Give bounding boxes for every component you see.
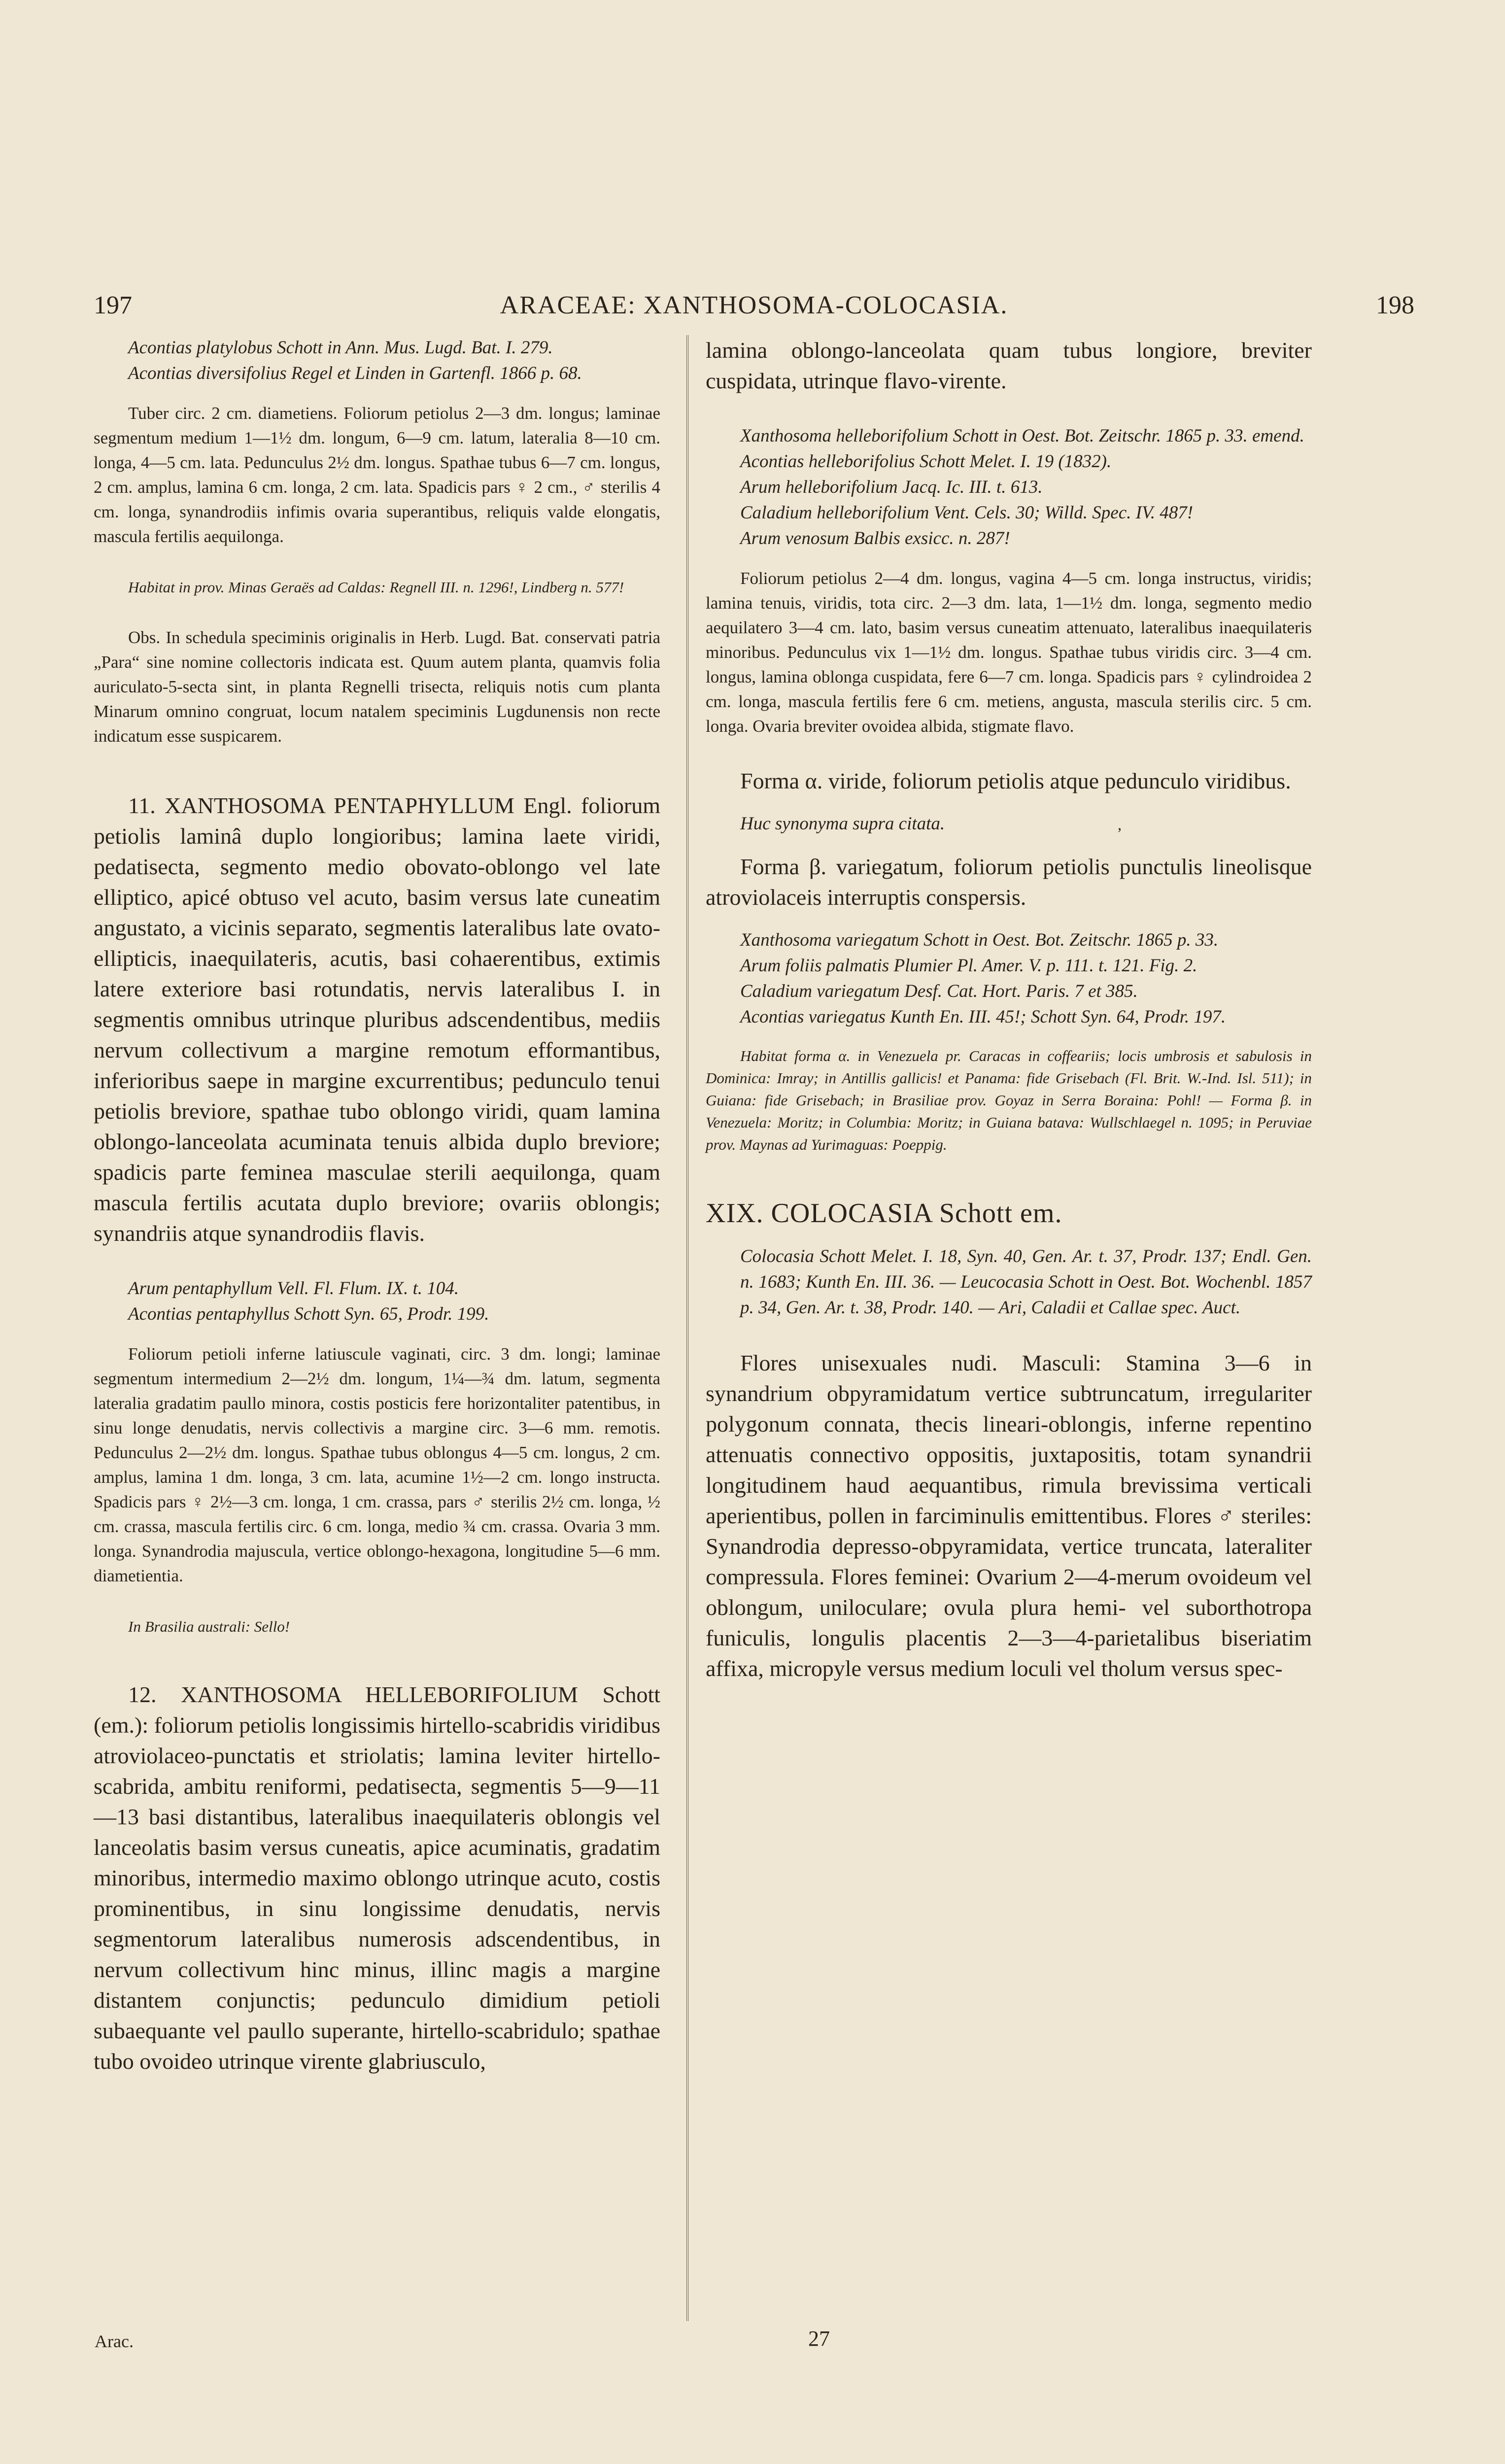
signature-number: 27 [808,2327,830,2351]
synonym: Arum foliis palmatis Plumier Pl. Amer. V. p. 111. t. 121. Fig. 2. [740,956,1197,976]
forma-alpha: Forma α. viride, foliorum petiolis atque pedunculo viridibus. [740,768,1291,793]
genus-synonymy: Colocasia Schott Melet. I. 18, Syn. 40, Gen. Ar. t. 37, Prodr. 137; Endl. Gen. n. 1683; Kunth En. III. 36. — Leucocasia Schott in Oest. Bot. Wochenbl. 1857 p. 34, Gen. Ar. t. 38, Prodr. 140. — Ari, Caladii et Callae spec. Auct. [740,1246,1312,1318]
column-divider [686,335,688,2321]
synonym: Acontias platylobus Schott in Ann. Mus. Lugd. Bat. I. 279. [128,338,553,358]
synonym: Arum venosum Balbis exsicc. n. 287! [740,528,1010,548]
synonym: Acontias diversifolius Regel et Linden in Gartenfl. 1866 p. 68. [128,363,582,383]
right-column [706,335,1312,1684]
left-column [94,335,660,2077]
habitat-note: Habitat in prov. Minas Geraës ad Caldas: Regnell III. n. 1296!, Lindberg n. 577! [128,579,624,596]
forma-beta: Forma β. variegatum, foliorum petiolis punctulis lineolisque atroviolaceis interruptis conspersis. [706,854,1312,910]
stray-mark: , [1118,816,1122,833]
synonym: Arum helleborifolium Jacq. Ic. III. t. 613. [740,477,1043,497]
synonym: Xanthosoma variegatum Schott in Oest. Bot. Zeitschr. 1865 p. 33. [740,930,1219,950]
synonym: Acontias helleborifolius Schott Melet. I. 19 (1832). [740,451,1112,472]
signature-mark: Arac. [95,2331,134,2351]
observation-paragraph: Obs. In schedula speciminis originalis in Herb. Lugd. Bat. conservati patria „Para“ sine nomine collectoris indicata est. Quum autem planta, quamvis folia auriculato-5-secta sint, in planta Regnelli trisecta, reliquis notis cum planta Minarum omnino congruat, locum natalem speciminis Lugdunensis non recte indicatum esse suspicarem. [94,628,660,746]
species-12-diagnosis: 12. XANTHOSOMA HELLEBORIFOLIUM Schott (em.): foliorum petiolis longissimis hirtello-scabridis viridibus atroviolaceo-punctatis et striolatis; lamina leviter hirtello-scabrida, ambitu reniformi, pedatisecta, segmentis 5—9—11—13 basi distantibus, lateralibus inaequilateris oblongis vel lanceolatis basim versus cuneatis, apice acuminatis, gradatim minoribus, intermedio maximo oblongo utrinque acuto, costis prominentibus, in sinu longissime denudatis, nervis segmentorum lateralibus numerosis adscendentibus, in nervum collectivum hinc minus, illinc magis a margine distantem conjunctis; pedunculo dimidium petioli subaequante vel paullo superante, hirtello-scabridulo; spathae tubo ovoideo utrinque virente glabriusculo, [94,1682,660,2074]
page-header [94,291,1414,330]
synonym: Arum pentaphyllum Vell. Fl. Flum. IX. t. 104. [128,1278,459,1299]
continuation-paragraph: lamina oblongo-lanceolata quam tubus longiore, breviter cuspidata, utrinque flavo-virente. [706,338,1312,393]
species-11-diagnosis: 11. XANTHOSOMA PENTAPHYLLUM Engl. foliorum petiolis laminâ duplo longioribus; lamina laete viridi, pedatisecta, segmento medio obovato-oblongo vel late elliptico, apicé obtuso vel acuto, basim versus late cuneatim angustato, a vicinis separato, segmentis lateralibus late ovato-ellipticis, inaequilateris, acutis, basi cohaerentibus, extimis latere exteriore basi rotundatis, nervis lateralibus I. in segmentis omnibus utrinque pluribus adscendentibus, mediis nervum collectivum a margine remotum efformantibus, inferioribus saepe in margine excurrentibus; pedunculo tenui petiolis breviore, spathae tubo oblongo viridi, quam lamina oblongo-lanceolata acuminata tenuis albida duplo breviore; spadicis parte feminea masculae sterili aequilonga, quam mascula fertilis acutata duplo breviore; ovariis oblongis; synandriis atque synandrodiis flavis. [94,793,660,1246]
description-paragraph: Tuber circ. 2 cm. diametiens. Foliorum petiolus 2—3 dm. longus; laminae segmentum medium 1—1½ dm. longum, 6—9 cm. latum, lateralia 8—10 cm. longa, 4—5 cm. lata. Pedunculus 2½ dm. longus. Spathae tubus 6—7 cm. longus, 2 cm. amplus, lamina 6 cm. longa, 2 cm. lata. Spadicis pars ♀ 2 cm., ♂ sterilis 4 cm. longa, synandrodiis infimis ovaria superantibus, reliquis valde elongatis, mascula fertilis aequilonga. [94,404,660,546]
description-paragraph: Foliorum petiolus 2—4 dm. longus, vagina 4—5 cm. longa instructus, viridis; lamina tenuis, viridis, tota circ. 2—3 dm. lata, 1—1½ dm. longa, segmento medio aequilatero 3—4 cm. lato, basim versus cuneatim attenuato, lateralibus inaequilateris minoribus. Pedunculus vix 1—1½ dm. longus. Spathae tubus viridis circ. 3—4 cm. longus, lamina oblonga cuspidata, fere 6—7 cm. longa. Spadicis pars ♀ cylindroidea 2 cm. longa, mascula fertilis fere 6 cm. metiens, angusta, mascula sterilis circ. 5 cm. longa. Ovaria breviter ovoidea albida, stigmate flavo. [706,569,1312,736]
synonym: Xanthosoma helleborifolium Schott in Oest. Bot. Zeitschr. 1865 p. 33. emend. [740,426,1304,446]
synonym: Caladium variegatum Desf. Cat. Hort. Paris. 7 et 385. [740,981,1138,1001]
genus-heading: XIX. COLOCASIA Schott em. [706,1198,1062,1229]
synonym: Caladium helleborifolium Vent. Cels. 30; Willd. Spec. IV. 487! [740,503,1194,523]
synonym-note: Huc synonyma supra citata. [740,814,945,834]
genus-description: Flores unisexuales nudi. Masculi: Stamina 3—6 in synandrium obpyramidatum vertice subtruncatum, irregulariter polygonum connata, thecis lineari-oblongis, inferne repentino attenuatis connectivo oppositis, juxtapositis, totam synandrii longitudinem haud aequantibus, rimula brevissima verticali aperientibus, pollen in farciminulis emittentibus. Flores ♂ steriles: Synandrodia depresso-obpyramidata, vertice truncata, lateraliter compressula. Flores feminei: Ovarium 2—4-merum ovoideum vel oblongum, uniloculare; ovula plura hemi- vel suborthotropa funiculis, longulis placentis 2—3—4-parietalibus biseriatim affixa, micropyle versus medium loculi vel tholum versus spec- [706,1350,1312,1681]
synonym: Acontias variegatus Kunth En. III. 45!; Schott Syn. 64, Prodr. 197. [740,1007,1226,1027]
page-number-right: 198 [1376,291,1414,319]
habitat-note: Habitat forma α. in Venezuela pr. Caracas in coffeariis; locis umbrosis et sabulosis in Dominica: Imray; in Antillis gallicis! et Panama: fide Grisebach (Fl. Brit. W.-Ind. Isl. 511); in Guiana: fide Grisebach; in Brasiliae prov. Goyaz in Serra Boraina: Pohl! — Forma β. in Venezuela: Moritz; in Columbia: Moritz; in Guiana batava: Wullschlaegel n. 1095; in Peruviae prov. Maynas ad Yurimaguas: Poeppig. [706,1047,1312,1153]
description-paragraph: Foliorum petioli inferne latiuscule vaginati, circ. 3 dm. longi; laminae segmentum intermedium 2—2½ dm. longum, 1¼—¾ dm. latum, segmenta lateralia gradatim paullo minora, costis posticis fere horizontaliter patentibus, in sinu longe denudatis, nervis collectivis a margine circ. 3—6 mm. remotis. Pedunculus 2—2½ dm. longus. Spathae tubus oblongus 4—5 cm. longus, 2 cm. amplus, lamina 1 dm. longa, 3 cm. lata, acumine 1½—2 cm. longo instructa. Spadicis pars ♀ 2½—3 cm. longa, 1 cm. crassa, pars ♂ sterilis 2½ cm. longa, ½ cm. crassa, mascula fertilis circ. 6 cm. longa, medio ¾ cm. crassa. Ovaria 3 mm. longa. Synandrodia majuscula, vertice oblongo-hexagona, longitudine 5—6 mm. diametientia. [94,1344,660,1585]
page-number-left: 197 [94,291,132,319]
synonym: Acontias pentaphyllus Schott Syn. 65, Prodr. 199. [128,1304,489,1324]
running-title: ARACEAE: XANTHOSOMA-COLOCASIA. [500,291,1008,319]
habitat-note: In Brasilia australi: Sello! [128,1618,290,1635]
